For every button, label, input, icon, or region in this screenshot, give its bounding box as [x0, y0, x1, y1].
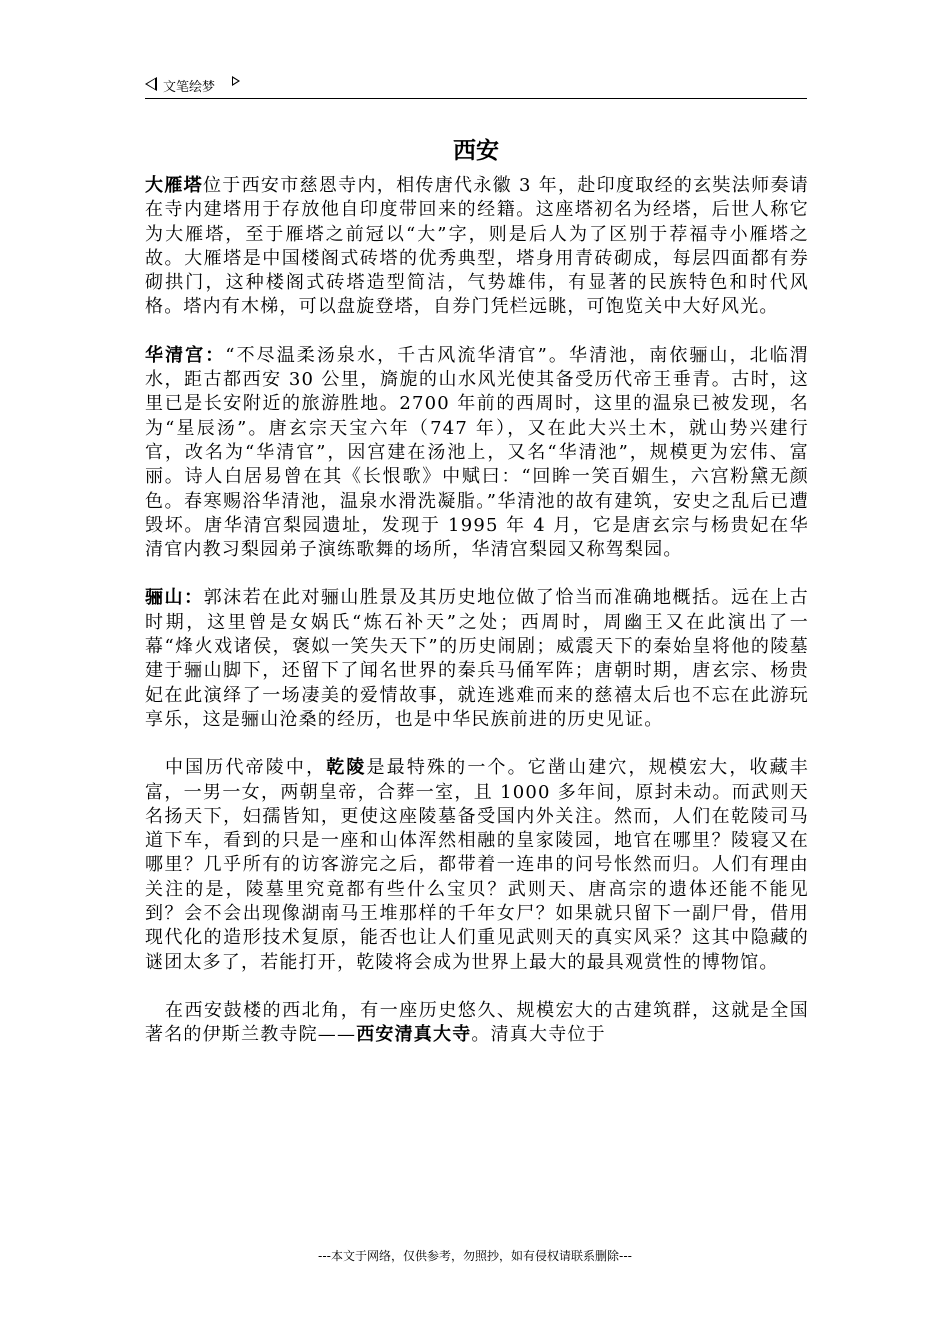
document-body — [145, 174, 809, 1072]
paragraph-huaqinggong — [145, 344, 809, 563]
heading-mosque: 西安清真大寺 — [356, 1024, 472, 1046]
paragraph-qianling — [145, 756, 809, 975]
paragraph-dayanta — [145, 174, 809, 320]
lead-qianling: 中国历代帝陵中， — [165, 757, 327, 779]
paragraph-lishan — [145, 586, 809, 732]
text-dayanta: 位于西安市慈恩寺内，相传唐代永徽 3 年，赴印度取经的玄奘法师奏请在寺内建塔用于存放他自印度带回来的经籍。这座塔初名为经塔，后世人称它为大雁塔，至于雁塔之前冠以“大”字，则是后人为了区别于荐福寺小雁塔之故。大雁塔是中国楼阁式砖塔的优秀典型，塔身用青砖砌成，每层四面都有券砌拱门，这种楼阁式砖塔造型简洁，气势雄伟，有显著的民族特色和时代风格。塔内有木梯，可以盘旋登塔，自券门凭栏远眺，可饱览关中大好风光。 — [145, 175, 809, 318]
text-huaqinggong: “不尽温柔汤泉水，千古风流华清官”。华清池，南依骊山，北临渭水，距古都西安 30 公里，旖旎的山水风光使其备受历代帝王垂青。古时，这里已是长安附近的旅游胜地。2700 年前的西周时，这里的温泉已被发现，名为“星辰汤”。唐玄宗天宝六年（747 年），又在此大兴土木，就山势兴建行官，改名为“华清官”，因宫建在汤池上，又名“华清池”，规模更为宏伟、富丽。诗人白居易曾在其《长恨歌》中赋曰：“回眸一笑百媚生，六宫粉黛无颜色。春寒赐浴华清池，温泉水滑洗凝脂。”华清池的故有建筑，安史之乱后已遭毁坏。唐华清宫梨园遗址，发现于 1995 年 4 月，它是唐玄宗与杨贵妃在华清官内教习梨园弟子演练歌舞的场所，华清宫梨园又称驾梨园。 — [145, 344, 809, 561]
text-lishan: 郭沫若在此对骊山胜景及其历史地位做了恰当而准确地概括。远在上古时期，这里曾是女娲氏“炼石补天”之处；西周时，周幽王又在此演出了一幕“烽火戏诸侯，褒姒一笑失天下”的历史闹剧；威震天下的秦始皇将他的陵墓建于骊山脚下，还留下了闻名世界的秦兵马俑军阵；唐朝时期，唐玄宗、杨贵妃在此演绎了一场凄美的爱情故事，就连逃难而来的慈禧太后也不忘在此游玩享乐，这是骊山沧桑的经历，也是中华民族前进的历史见证。 — [145, 587, 809, 730]
lead-mosque: 在西安鼓楼的西北角，有一座历史悠久、规模宏大的古建筑群，这就是全国著名的伊斯兰教寺院—— — [145, 999, 809, 1046]
text-mosque: 。清真大寺位于 — [471, 1024, 606, 1046]
header-brand: 文笔绘梦 — [163, 80, 216, 95]
triangle-right-icon — [232, 76, 240, 86]
heading-lishan: 骊山： — [145, 587, 204, 609]
triangle-left-icon — [145, 77, 157, 91]
text-qianling: 是最特殊的一个。它凿山建穴，规模宏大，收藏丰富，一男一女，两朝皇帝，合葬一室，且 1000 多年间，原封未动。而武则天名扬天下，妇孺皆知，更使这座陵墓备受国内外关注。然而，人们在乾陵司马道下车，看到的只是一座和山体浑然相融的皇家陵园，地官在哪里？陵寝又在哪里？几乎所有的访客游完之后，都带着一连串的问号怅然而归。人们有理由关注的是，陵墓里究竟都有些什么宝贝？武则天、唐高宗的遗体还能不能见到？会不会出现像湖南马王堆那样的千年女尸？如果就只留下一副尸骨，借用现代化的造形技术复原，能否也让人们重见武则天的真实风采？这其中隐藏的谜团太多了，若能打开，乾陵将会成为世界上最大的最具观赏性的博物馆。 — [145, 757, 809, 973]
heading-qianling: 乾陵 — [326, 757, 367, 779]
document-title: 西安 — [453, 137, 499, 164]
paragraph-mosque — [145, 999, 809, 1048]
page-header — [145, 74, 807, 99]
heading-dayanta: 大雁塔 — [145, 175, 203, 196]
page-footer: ---本文于网络，仅供参考，勿照抄，如有侵权请联系删除--- — [318, 1249, 632, 1263]
heading-huaqinggong: 华清宫： — [145, 344, 226, 366]
